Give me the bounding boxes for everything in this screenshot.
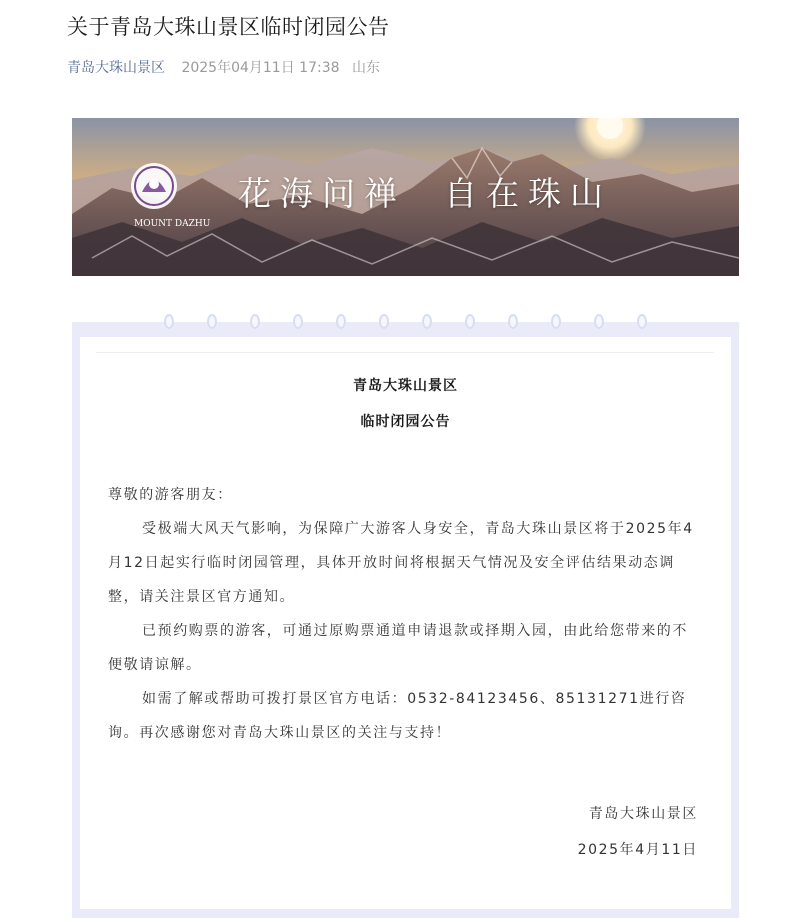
- binder-ring: [164, 314, 174, 329]
- notice-paragraph-2: 已预约购票的游客，可通过原购票通道申请退款或择期入园，由此给您带来的不便敬请谅解。: [108, 623, 688, 673]
- binder-ring: [594, 314, 604, 329]
- account-name-link[interactable]: 青岛大珠山景区: [67, 60, 165, 76]
- notice-greeting: 尊敬的游客朋友：: [108, 487, 233, 503]
- binder-ring: [551, 314, 561, 329]
- notice-org-heading: 青岛大珠山景区: [353, 378, 458, 394]
- binder-ring: [250, 314, 260, 329]
- binder-ring: [207, 314, 217, 329]
- slogan-left: 花海问禅: [238, 174, 406, 213]
- publish-location: 山东: [351, 60, 380, 76]
- paper-top-rule: [96, 352, 714, 353]
- binder-ring: [336, 314, 346, 329]
- logo-caption: MOUNT DAZHU: [134, 219, 211, 229]
- binder-ring: [422, 314, 432, 329]
- binder-ring: [637, 314, 647, 329]
- notice-paragraph-3: 如需了解或帮助可拨打景区官方电话：0532-84123456、85131271进行咨询。再次感谢您对青岛大珠山景区的关注与支持！: [108, 691, 687, 741]
- binder-ring: [465, 314, 475, 329]
- notice-title: 临时闭园公告: [360, 414, 451, 430]
- binder-rings: [72, 312, 739, 334]
- publish-datetime: 2025年04月11日 17:38: [181, 60, 340, 76]
- notice-paragraph-1: 受极端大风天气影响，为保障广大游客人身安全，青岛大珠山景区将于2025年4月12日起实行临时闭园管理，具体开放时间将根据天气情况及安全评估结果动态调整，请关注景区官方通知。: [108, 521, 694, 605]
- banner-slogan: [238, 168, 612, 215]
- binder-ring: [379, 314, 389, 329]
- binder-ring: [508, 314, 518, 329]
- article-meta: [67, 57, 380, 77]
- signature-date: 2025年4月11日: [577, 842, 698, 858]
- binder-ring: [293, 314, 303, 329]
- slogan-right: 自在珠山: [444, 174, 612, 213]
- article-title: 关于青岛大珠山景区临时闭园公告: [67, 15, 390, 39]
- signature-org: 青岛大珠山景区: [588, 806, 698, 822]
